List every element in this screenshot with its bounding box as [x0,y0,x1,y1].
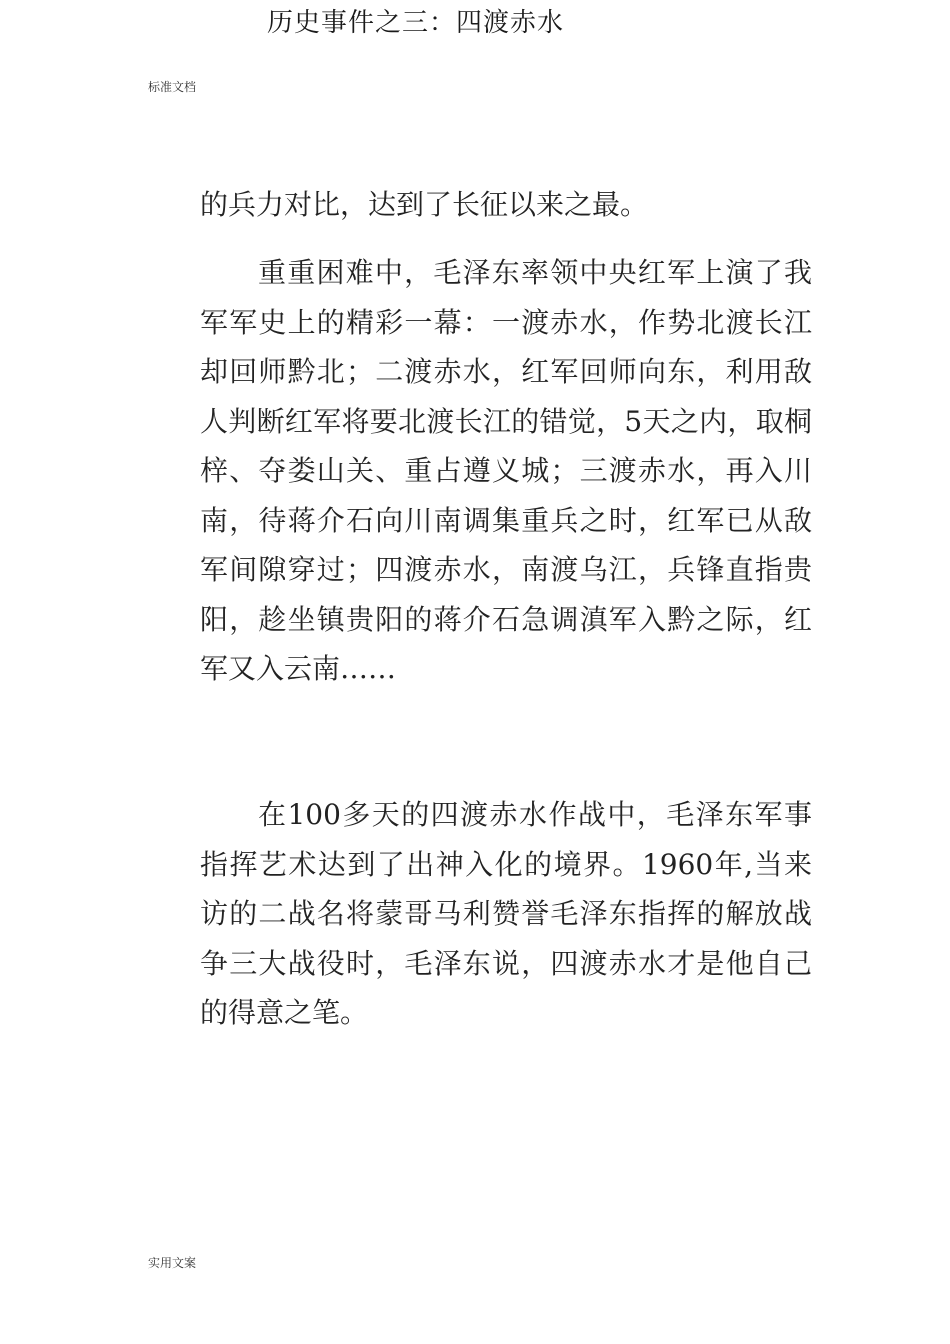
header-label: 标准文档 [148,80,197,94]
paragraph-1: 的兵力对比，达到了长征以来之最。 [200,188,649,221]
paragraph-3: 在100多天的四渡赤水作战中，毛泽东军事指挥艺术达到了出神入化的境界。1960年,当来访的二战名将蒙哥马利赞誉毛泽东指挥的解放战争三大战役时，毛泽东说，四渡赤水才是他自己的得意之笔。 [200,798,812,1029]
footer-label: 实用文案 [148,1256,197,1270]
page-title: 历史事件之三：四渡赤水 [267,8,565,38]
paragraph-2: 重重困难中，毛泽东率领中央红军上演了我军军史上的精彩一幕：一渡赤水，作势北渡长江却回师黔北；二渡赤水，红军回师向东，利用敌人判断红军将要北渡长江的错觉，5天之内，取桐梓、夺娄山关、重占遵义城；三渡赤水，再入川南，待蒋介石向川南调集重兵之时，红军已从敌军间隙穿过；四渡赤水，南渡乌江，兵锋直指贵阳，趁坐镇贵阳的蒋介石急调滇军入黔之际，红军又入云南…… [200,256,812,685]
